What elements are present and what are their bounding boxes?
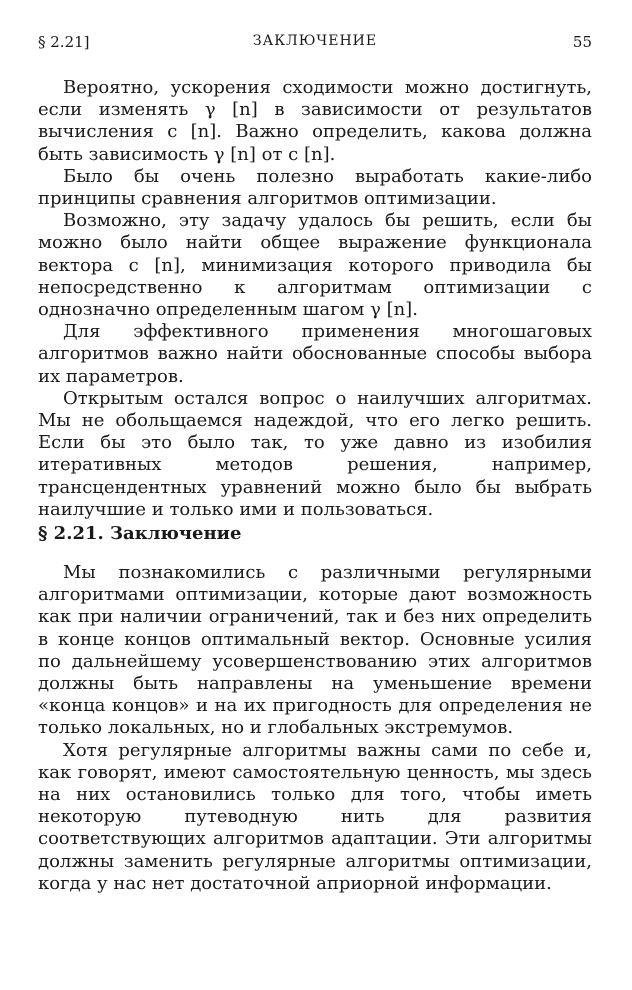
page-number: 55 [572,33,592,51]
header-running-title: ЗАКЛЮЧЕНИЕ [252,33,378,49]
header-section-ref: § 2.21] [38,33,90,51]
running-header [38,33,592,53]
text-block-after [38,562,592,895]
paragraph: Открытым остался вопрос о наилучших алгоритмах. Мы не обольщаемся надеждой, что его легко решить. Если бы это было так, то уже давно из изобилия итеративных методов решения, например, трансцендентных уравнений можно было бы выбрать наилучшие и только ими и пользоваться. [38,387,592,520]
paragraph: Вероятно, ускорения сходимости можно достигнуть, если изменять γ [n] в зависимости от результатов вычисления c [n]. Важно определить, какова должна быть зависимость γ [n] от c [n]. [38,77,592,165]
section-heading: § 2.21. Заключение [38,523,242,544]
paragraph: Мы познакомились с различными регулярными алгоритмами оптимизации, которые дают возможность как при наличии ограничений, так и без них определить в конце концов оптимальный вектор. Основные усилия по дальнейшему усовершенствованию этих алгоритмов должны быть направлены на уменьшение времени «конца концов» и на их пригодность для определения не только локальных, но и глобальных экстремумов. [38,562,592,739]
text-block-before [38,77,592,521]
paragraph: Для эффективного применения многошаговых алгоритмов важно найти обоснованные способы выбора их параметров. [38,321,592,387]
paragraph: Возможно, эту задачу удалось бы решить, если бы можно было найти общее выражение функционала вектора c [n], минимизация которого приводила бы непосредственно к алгоритмам оптимизации с однозначно определенным шагом γ [n]. [38,210,592,321]
paragraph: Было бы очень полезно выработать какие-либо принципы сравнения алгоритмов оптимизации. [38,165,592,210]
paragraph: Хотя регулярные алгоритмы важны сами по себе и, как говорят, имеют самостоятельную ценность, мы здесь на них остановились только для того, чтобы иметь некоторую путеводную нить для развития соответствующих алгоритмов адаптации. Эти алгоритмы должны заменить регулярные алгоритмы оптимизации, когда у нас нет достаточной априорной информации. [38,739,592,894]
